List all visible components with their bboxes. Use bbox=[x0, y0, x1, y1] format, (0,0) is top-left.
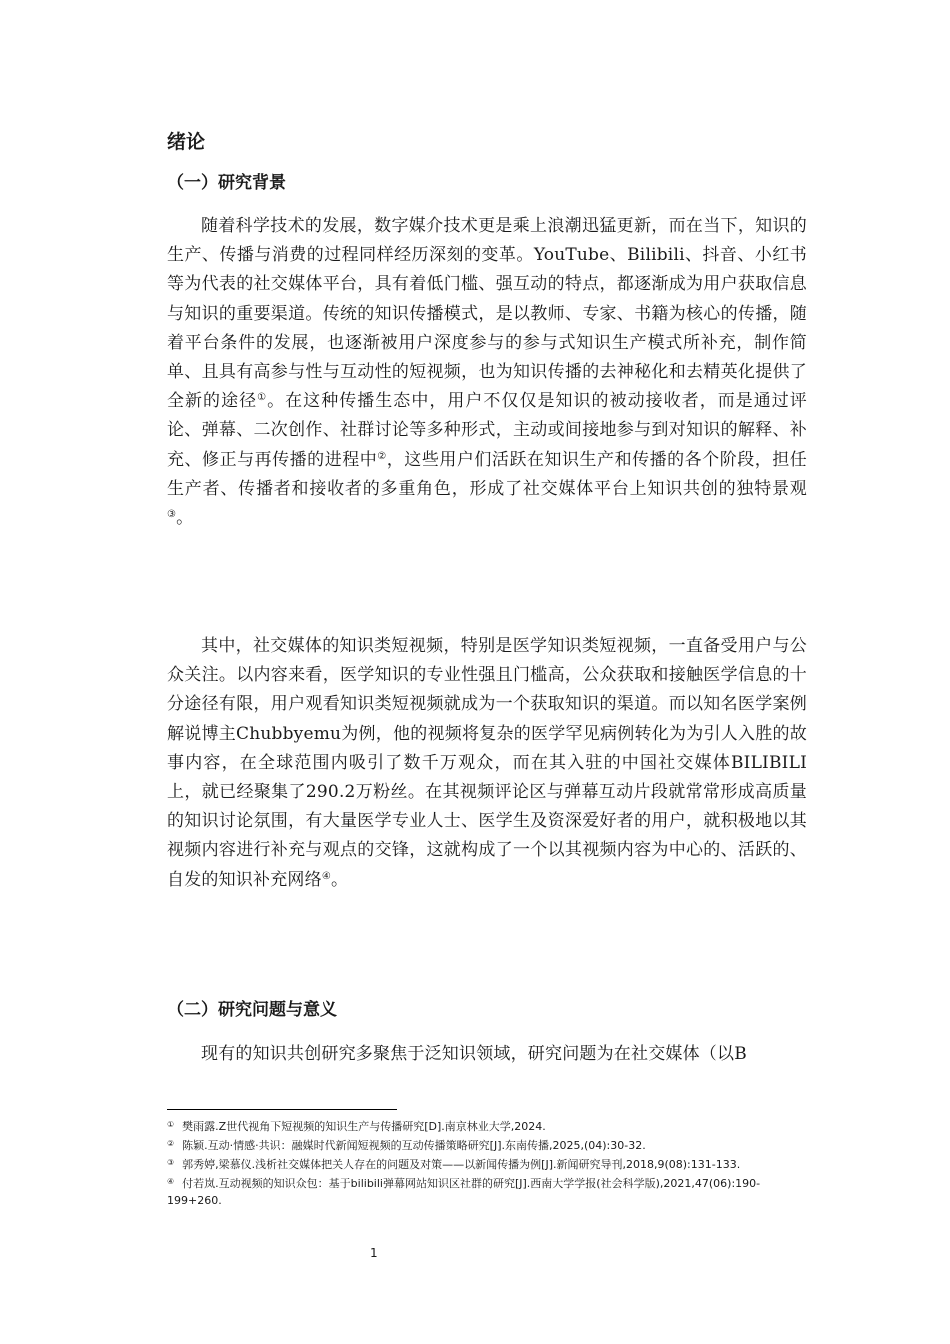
paragraph-research-questions: 现有的知识共创研究多聚焦于泛知识领域，研究问题为在社交媒体（以B bbox=[201, 1044, 747, 1064]
paragraph-background-1: 随着科学技术的发展，数字媒介技术更是乘上浪潮迅猛更新，而在当下，知识的生产、传播与消费的过程同样经历深刻的变革。YouTube、Bilibili、抖音、小红书等为代表的社交媒体平台，具有着低门槛、强互动的特点，都逐渐成为用户获取信息与知识的重要渠道。传统的知识传播模式，是以教师、专家、书籍为核心的传播，随着平台条件的发展，也逐渐被用户深度参与的参与式知识生产模式所补充，制作简单、且具有高参与性与互动性的短视频，也为知识传播的去神秘化和去精英化提供了全新的途径①。在这种传播生态中，用户不仅仅是知识的被动接收者，而是通过评论、弹幕、二次创作、社群讨论等多种形式，主动或间接地参与到对知识的解释、补充、修正与再传播的进程中②，这些用户们活跃在知识生产和传播的各个阶段，担任生产者、传播者和接收者的多重角色，形成了社交媒体平台上知识共创的独特景观③。 bbox=[167, 216, 808, 529]
paragraph-background-2: 其中，社交媒体的知识类短视频，特别是医学知识类短视频，一直备受用户与公众关注。以内容来看，医学知识的专业性强且门槛高，公众获取和接触医学信息的十分途径有限，用户观看知识类短视频就成为一个获取知识的渠道。而以知名医学案例解说博主Chubbyemu为例，他的视频将复杂的医学罕见病例转化为为引人入胜的故事内容，在全球范围内吸引了数千万观众，而在其入驻的中国社交媒体BILIBILI上，就已经聚集了290.2万粉丝。在其视频评论区与弹幕互动片段就常常形成高质量的知识讨论氛围，有大量医学专业人士、医学生及资深爱好者的用户，就积极地以其视频内容进行补充与观点的交锋，这就构成了一个以其视频内容为中心的、活跃的、自发的知识补充网络④。 bbox=[167, 636, 807, 890]
chapter-title: 绪论 bbox=[167, 131, 206, 153]
footnote-4: ④ 付若岚.互动视频的知识众包：基于bilibili弹幕网站知识区社群的研究[J].西南大学学报(社会科学版),2021,47(06):190-199+260. bbox=[167, 1177, 761, 1207]
footnote-ref-1[interactable]: ① bbox=[257, 392, 268, 404]
section-heading-research-questions: （二）研究问题与意义 bbox=[167, 1000, 337, 1020]
footnote-ref-3[interactable]: ③ bbox=[167, 509, 177, 521]
footnote-ref-2[interactable]: ② bbox=[377, 450, 387, 462]
footnote-2: ② 陈颖.互动·情感·共识：融媒时代新闻短视频的互动传播策略研究[J].东南传播,2025,(04):30-32. bbox=[167, 1139, 646, 1152]
footnote-3: ③ 郭秀婷,梁慕仪.浅析社交媒体把关人存在的问题及对策——以新闻传播为例[J].新闻研究导刊,2018,9(08):131-133. bbox=[167, 1158, 741, 1171]
footnote-ref-4[interactable]: ④ bbox=[321, 870, 331, 882]
footnotes bbox=[167, 1116, 797, 1209]
page-number: 1 bbox=[370, 1246, 378, 1260]
footnote-separator bbox=[167, 1109, 397, 1110]
section-heading-background: （一）研究背景 bbox=[167, 173, 286, 193]
footnote-1: ① 樊雨露.Z世代视角下短视频的知识生产与传播研究[D].南京林业大学,2024. bbox=[167, 1120, 546, 1133]
